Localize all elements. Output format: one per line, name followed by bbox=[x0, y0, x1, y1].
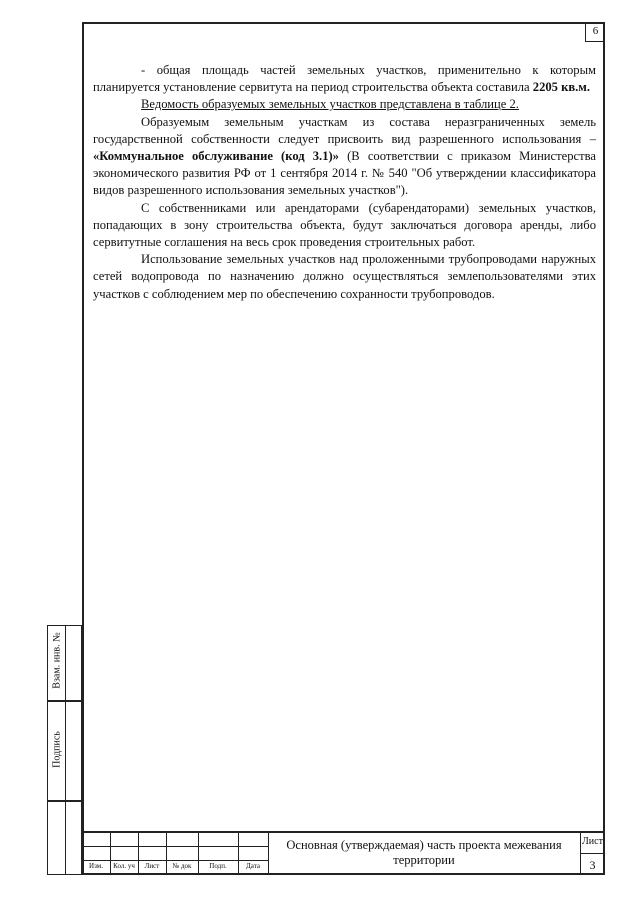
paragraph bbox=[93, 114, 596, 200]
tb-row-line bbox=[82, 860, 268, 861]
paragraph-text: Ведомость образуемых земельных участков представлена в таблице 2. bbox=[141, 97, 519, 112]
paragraph-text: С собственниками или арендаторами (субарендаторами) земельных участков, попадающих в зону строительства объекта, будут заключаться договора аренды, либо сервитутные соглашения на весь срок проведения строительных работ. bbox=[93, 200, 596, 250]
side-label-inv: Взам. инв. № bbox=[51, 632, 63, 689]
side-label-sign: Подпись bbox=[51, 731, 63, 768]
sheet-number: 3 bbox=[589, 858, 596, 872]
tb-header-date: Дата bbox=[246, 862, 260, 870]
paragraph bbox=[93, 251, 596, 303]
sheet-label: Лист bbox=[582, 836, 603, 847]
paragraph-text: Использование земельных участков над проложенными трубопроводами наружных сетей водопровода по назначению должно осуществляться землепользователями этих участков с соблюдением мер по обеспечению сохранности трубопроводов. bbox=[93, 252, 596, 301]
body-text bbox=[93, 62, 596, 303]
side-cell-sign bbox=[47, 701, 66, 801]
tb-row-line bbox=[580, 853, 605, 854]
tb-header-list: Лист bbox=[144, 862, 160, 870]
paragraph-bold-text: «Коммунальное обслуживание (код 3.1)» bbox=[93, 149, 339, 164]
paragraph bbox=[93, 96, 596, 113]
tb-header-kol: Кол. уч bbox=[113, 862, 135, 870]
side-cell-date bbox=[47, 801, 66, 875]
paragraph-text: (В соответствии с приказом Министерства экономического развития РФ от 1 сентября 2014 г. № 540 "Об утверждении классификатора видов разрешенного использования земельных участков"). bbox=[93, 149, 596, 198]
paragraph-text: Образуемым земельным участкам из состава неразграниченных земель государственной собственности следует присвоить вид разрешенного использования – bbox=[93, 114, 596, 146]
paragraph bbox=[93, 200, 596, 252]
document-title: Основная (утверждаемая) часть проекта межевания территории bbox=[286, 838, 562, 867]
side-cell-sign-value bbox=[66, 701, 82, 801]
side-cell-date-value bbox=[66, 801, 82, 875]
page-number: 6 bbox=[585, 22, 605, 42]
paragraph-text: - общая площадь частей земельных участков, применительно к которым планируется установление сервитута на период строительства объекта составила bbox=[93, 63, 596, 95]
side-cell-inv-value bbox=[66, 625, 82, 701]
paragraph-bold-text: 2205 кв.м. bbox=[532, 80, 591, 95]
tb-header-sign: Подп. bbox=[209, 862, 227, 870]
tb-header-izm: Изм. bbox=[89, 862, 103, 870]
tb-row-line bbox=[82, 846, 268, 847]
tb-header-doc: № док bbox=[172, 862, 192, 870]
paragraph bbox=[93, 62, 596, 96]
